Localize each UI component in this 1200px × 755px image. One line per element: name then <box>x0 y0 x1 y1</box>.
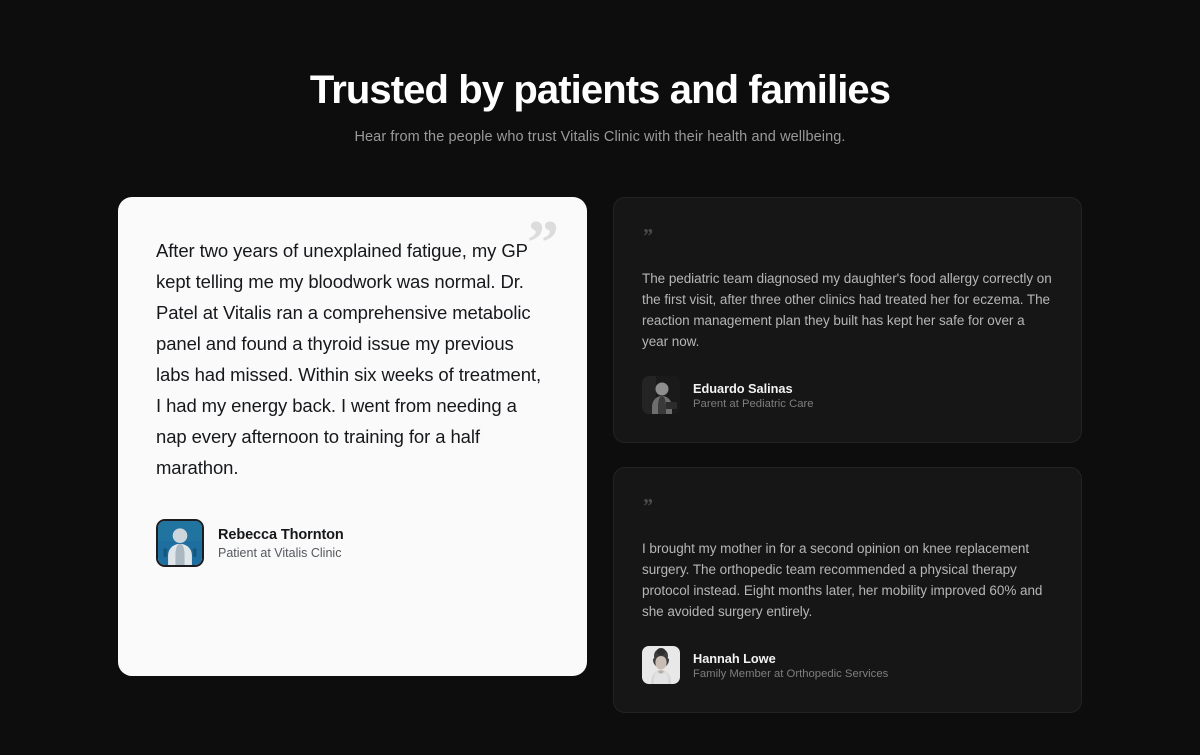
testimonial-quote-text: The pediatric team diagnosed my daughter's food allergy correctly on the first visit, after three other clinics had treated her for eczema. The reaction management plan they built has kept her safe for over a year now. <box>642 271 1052 349</box>
featured-author <box>156 519 549 567</box>
testimonial-author-text <box>693 381 814 410</box>
testimonial-card-grid <box>118 197 1082 713</box>
testimonial-card[interactable] <box>613 197 1082 443</box>
eduardo-salinas-avatar <box>642 376 680 414</box>
avatar-portrait-icon <box>642 376 680 414</box>
quote-mark-icon: ” <box>642 224 653 248</box>
avatar-portrait-icon <box>158 521 202 565</box>
testimonial-author-text <box>693 651 888 680</box>
testimonial-quote-text: I brought my mother in for a second opinion on knee replacement surgery. The orthopedic team recommended a physical therapy protocol instead. Eight months later, her mobility improved 60% and she avoided surgery entirely. <box>642 541 1043 619</box>
section-subtitle: Hear from the people who trust Vitalis Clinic with their health and wellbeing. <box>354 128 846 145</box>
featured-column <box>118 197 587 713</box>
featured-author-name: Rebecca Thornton <box>218 526 344 543</box>
testimonial-author-role: Parent at Pediatric Care <box>693 397 814 410</box>
testimonial-author-role: Family Member at Orthopedic Services <box>693 667 889 680</box>
testimonial-author-name: Eduardo Salinas <box>693 380 793 396</box>
hannah-lowe-avatar <box>642 646 680 684</box>
page-title: Trusted by patients and families <box>309 68 891 112</box>
featured-testimonial-card[interactable] <box>118 197 587 676</box>
rebecca-thornton-avatar <box>156 519 204 567</box>
section-header <box>0 0 1200 145</box>
featured-author-text <box>218 527 344 560</box>
testimonial-author <box>642 622 1053 684</box>
testimonial-card[interactable] <box>613 467 1082 713</box>
side-column <box>613 197 1082 713</box>
quote-mark-icon: ” <box>527 207 559 278</box>
featured-author-role: Patient at Vitalis Clinic <box>218 545 342 560</box>
featured-quote-text: After two years of unexplained fatigue, my GP kept telling me my bloodwork was normal. Dr. Patel at Vitalis ran a comprehensive metabolic panel and found a thyroid issue my previous labs had missed. Within six weeks of treatment, I had my energy back. I went from needing a nap every afternoon to training for a half marathon. <box>156 240 541 478</box>
testimonial-author-name: Hannah Lowe <box>693 650 776 666</box>
quote-mark-icon: ” <box>642 494 653 518</box>
avatar-portrait-icon <box>642 646 680 684</box>
testimonial-author <box>642 352 1053 414</box>
